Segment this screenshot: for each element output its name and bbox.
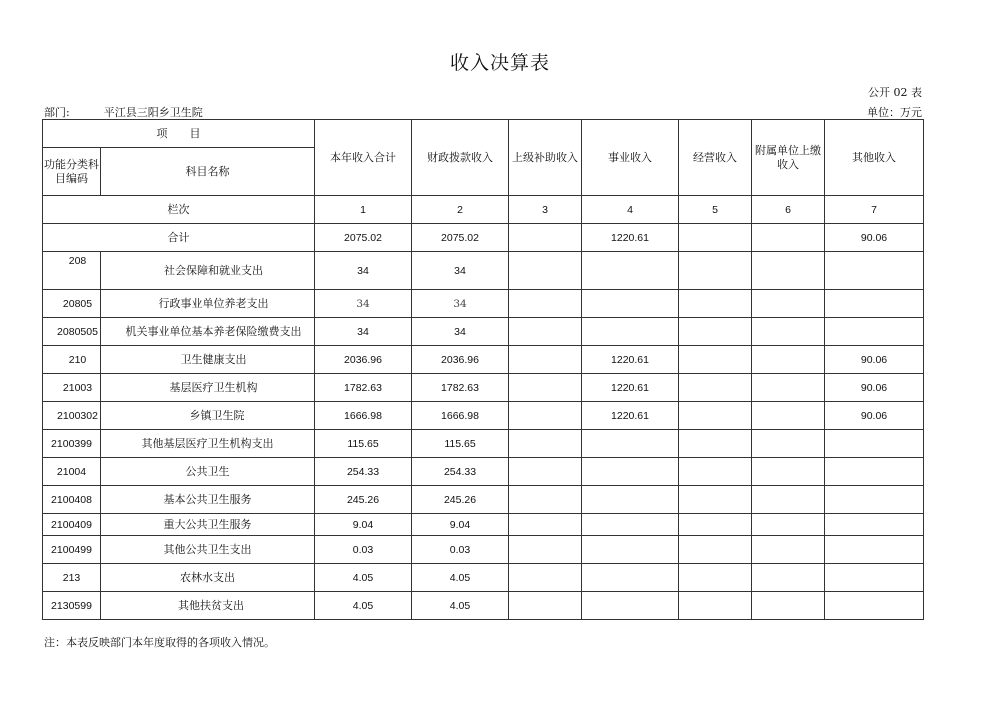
table-row [43, 536, 924, 564]
value-cell: 254.33 [315, 458, 412, 486]
value-cell: 34 [315, 318, 412, 346]
table-row [43, 346, 924, 374]
total-row [43, 224, 924, 252]
value-cell [582, 318, 679, 346]
subject-name-cell: 重大公共卫生服务 [101, 514, 315, 536]
value-cell [752, 402, 825, 430]
value-cell [752, 592, 825, 620]
func-code-cell: 2100399 [43, 430, 101, 458]
value-cell [752, 346, 825, 374]
value-cell [752, 290, 825, 318]
value-cell: 0.03 [315, 536, 412, 564]
func-code-cell: 2100409 [43, 514, 101, 536]
value-cell: 1220.61 [582, 224, 679, 252]
header-affiliated: 附属单位上缴收入 [752, 120, 825, 196]
value-cell: 245.26 [412, 486, 509, 514]
table-row [43, 486, 924, 514]
value-cell: 1666.98 [315, 402, 412, 430]
value-cell [679, 430, 752, 458]
value-cell: 9.04 [315, 514, 412, 536]
value-cell [752, 514, 825, 536]
func-code-cell: 2080505 [43, 318, 101, 346]
lanci-label: 栏次 [43, 196, 315, 224]
value-cell: 1220.61 [582, 374, 679, 402]
value-cell: 4.05 [412, 564, 509, 592]
func-code-cell: 2100408 [43, 486, 101, 514]
value-cell [679, 536, 752, 564]
subject-name-cell: 基本公共卫生服务 [101, 486, 315, 514]
value-cell [679, 224, 752, 252]
value-cell [509, 486, 582, 514]
subject-name-cell: 农林水支出 [101, 564, 315, 592]
func-code-cell: 21003 [43, 374, 101, 402]
value-cell: 1782.63 [412, 374, 509, 402]
value-cell: 34 [412, 290, 509, 318]
value-cell [825, 536, 924, 564]
func-code-cell: 210 [43, 346, 101, 374]
table-row [43, 374, 924, 402]
value-cell [509, 430, 582, 458]
header-other: 其他收入 [825, 120, 924, 196]
value-cell: 4.05 [412, 592, 509, 620]
value-cell: 1220.61 [582, 402, 679, 430]
value-cell: 115.65 [412, 430, 509, 458]
value-cell: 1666.98 [412, 402, 509, 430]
value-cell: 34 [315, 290, 412, 318]
value-cell [509, 536, 582, 564]
department-line [44, 104, 203, 120]
func-code-cell: 21004 [43, 458, 101, 486]
value-cell [509, 402, 582, 430]
header-total: 本年收入合计 [315, 120, 412, 196]
value-cell: 9.04 [412, 514, 509, 536]
header-fiscal: 财政拨款收入 [412, 120, 509, 196]
table-row [43, 290, 924, 318]
header-subject-name: 科目名称 [101, 148, 315, 196]
value-cell [825, 430, 924, 458]
value-cell: 2036.96 [315, 346, 412, 374]
subject-name-cell: 其他基层医疗卫生机构支出 [101, 430, 315, 458]
value-cell [825, 458, 924, 486]
value-cell [752, 374, 825, 402]
department-label: 部门: [44, 106, 70, 119]
value-cell [582, 592, 679, 620]
value-cell [679, 592, 752, 620]
value-cell: 90.06 [825, 346, 924, 374]
value-cell: 34 [412, 318, 509, 346]
value-cell [509, 290, 582, 318]
value-cell [509, 346, 582, 374]
value-cell: 90.06 [825, 374, 924, 402]
value-cell: 2036.96 [412, 346, 509, 374]
value-cell [679, 402, 752, 430]
header-business: 事业收入 [582, 120, 679, 196]
value-cell: 90.06 [825, 402, 924, 430]
value-cell [582, 514, 679, 536]
value-cell [582, 430, 679, 458]
value-cell [509, 252, 582, 290]
value-cell: 4.05 [315, 564, 412, 592]
value-cell: 0.03 [412, 536, 509, 564]
value-cell [509, 514, 582, 536]
subject-name-cell: 公共卫生 [101, 458, 315, 486]
value-cell: 2075.02 [412, 224, 509, 252]
value-cell [825, 592, 924, 620]
value-cell [509, 224, 582, 252]
header-superior: 上级补助收入 [509, 120, 582, 196]
value-cell: 34 [315, 252, 412, 290]
lanci-row [43, 196, 924, 224]
value-cell [509, 374, 582, 402]
subject-name-cell: 社会保障和就业支出 [101, 252, 315, 290]
value-cell [679, 346, 752, 374]
value-cell [679, 564, 752, 592]
lanci-cell: 2 [412, 196, 509, 224]
total-label: 合计 [43, 224, 315, 252]
page-title: 收入决算表 [449, 52, 550, 74]
value-cell [679, 252, 752, 290]
data-rows [43, 252, 924, 620]
value-cell: 4.05 [315, 592, 412, 620]
func-code-cell: 2100302 [43, 402, 101, 430]
subject-name-cell: 基层医疗卫生机构 [101, 374, 315, 402]
value-cell: 90.06 [825, 224, 924, 252]
value-cell [582, 290, 679, 318]
value-cell [825, 564, 924, 592]
subject-name-cell: 行政事业单位养老支出 [101, 290, 315, 318]
value-cell [582, 252, 679, 290]
table-row [43, 564, 924, 592]
func-code-cell: 2100499 [43, 536, 101, 564]
subject-name-cell: 乡镇卫生院 [101, 402, 315, 430]
lanci-cell: 5 [679, 196, 752, 224]
value-cell [679, 374, 752, 402]
value-cell [825, 486, 924, 514]
value-cell [679, 290, 752, 318]
value-cell: 115.65 [315, 430, 412, 458]
value-cell [825, 290, 924, 318]
value-cell [825, 252, 924, 290]
value-cell [509, 592, 582, 620]
func-code-cell: 213 [43, 564, 101, 592]
header-row-1 [43, 120, 924, 148]
table-row [43, 252, 924, 290]
table-row [43, 592, 924, 620]
func-code-cell: 20805 [43, 290, 101, 318]
func-code-cell: 2130599 [43, 592, 101, 620]
lanci-cell: 4 [582, 196, 679, 224]
value-cell [679, 486, 752, 514]
value-cell [752, 252, 825, 290]
lanci-cell: 3 [509, 196, 582, 224]
value-cell [582, 536, 679, 564]
value-cell [752, 318, 825, 346]
table-row [43, 430, 924, 458]
lanci-cell: 7 [825, 196, 924, 224]
value-cell [582, 486, 679, 514]
table-row [43, 514, 924, 536]
lanci-cell: 6 [752, 196, 825, 224]
value-cell: 34 [412, 252, 509, 290]
subject-name-cell: 机关事业单位基本养老保险缴费支出 [101, 318, 315, 346]
value-cell [825, 318, 924, 346]
subject-name-cell: 卫生健康支出 [101, 346, 315, 374]
value-cell [582, 458, 679, 486]
income-table [42, 119, 924, 620]
table-row [43, 458, 924, 486]
value-cell: 1220.61 [582, 346, 679, 374]
value-cell [825, 514, 924, 536]
value-cell: 254.33 [412, 458, 509, 486]
value-cell [752, 430, 825, 458]
value-cell [679, 318, 752, 346]
value-cell [752, 564, 825, 592]
subject-name-cell: 其他扶贫支出 [101, 592, 315, 620]
header-operating: 经营收入 [679, 120, 752, 196]
unit-label: 单位：万元 [867, 106, 922, 119]
value-cell [582, 564, 679, 592]
table-row [43, 318, 924, 346]
header-func-code: 功能分类科目编码 [43, 148, 101, 196]
header-item: 项 目 [43, 120, 315, 148]
form-number: 公开 02 表 [868, 86, 922, 99]
department-name: 平江县三阳乡卫生院 [103, 106, 203, 119]
table-row [43, 402, 924, 430]
footnote: 注：本表反映部门本年度取得的各项收入情况。 [44, 636, 275, 649]
value-cell [752, 536, 825, 564]
value-cell: 245.26 [315, 486, 412, 514]
value-cell: 2075.02 [315, 224, 412, 252]
subject-name-cell: 其他公共卫生支出 [101, 536, 315, 564]
value-cell [752, 224, 825, 252]
value-cell [509, 564, 582, 592]
lanci-cell: 1 [315, 196, 412, 224]
value-cell [509, 458, 582, 486]
value-cell [752, 458, 825, 486]
value-cell [509, 318, 582, 346]
value-cell: 1782.63 [315, 374, 412, 402]
value-cell [679, 458, 752, 486]
value-cell [752, 486, 825, 514]
func-code-cell: 208 [43, 252, 101, 290]
value-cell [679, 514, 752, 536]
